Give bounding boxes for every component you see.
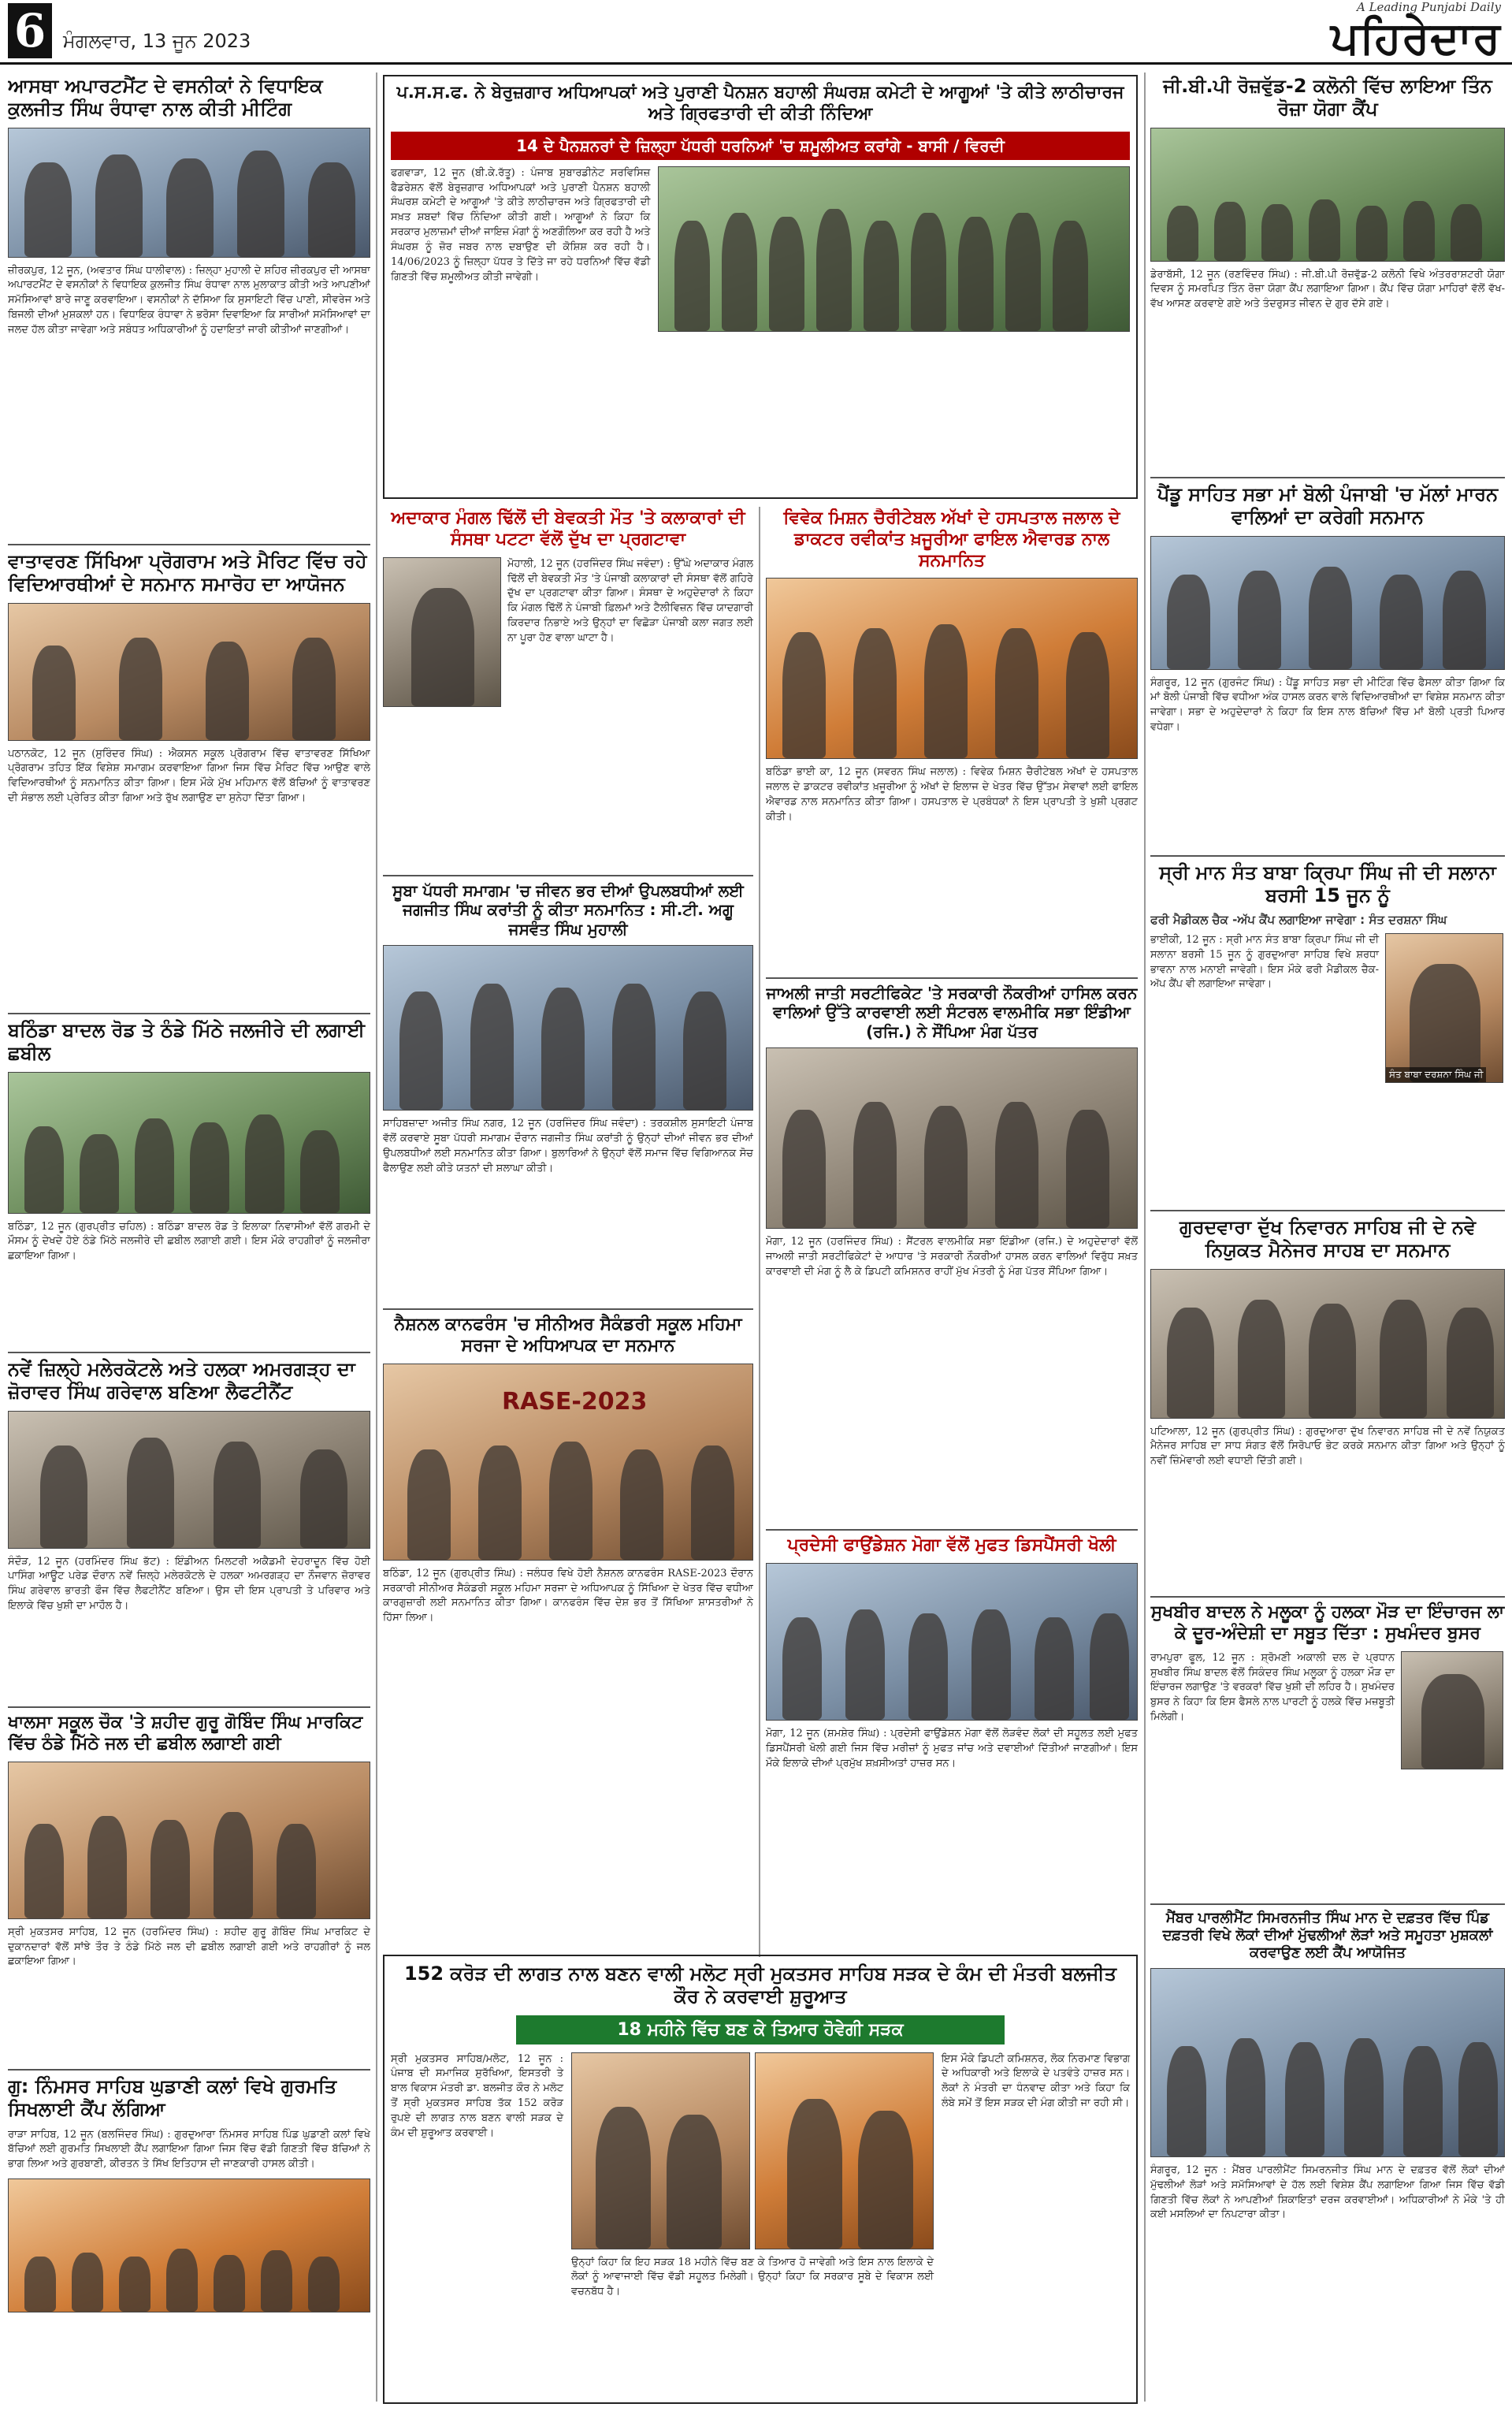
- article-body: ਸ੍ਰੀ ਮੁਕਤਸਰ ਸਾਹਿਬ, 12 ਜੂਨ (ਹਰਮਿੰਦਰ ਸਿੰਘ) : ਸ਼ਹੀਦ ਗੁਰੂ ਗੋਬਿੰਦ ਸਿੰਘ ਮਾਰਕਿਟ ਦੇ ਦੁਕਾਨਦਾਰਾਂ ਵੱਲੋਂ ਸਾਂਝੇ ਤੌਰ ਤੇ ਠੰਡੇ ਮਿੱਠੇ ਜਲ ਦੀ ਛਬੀਲ ਲਗਾਈ ਗਈ ਅਤੇ ਰਾਹਗੀਰਾਂ ਨੂੰ ਜਲ ਛਕਾਇਆ ਗਿਆ।: [8, 1925, 370, 1968]
- article-photo: [1150, 128, 1505, 262]
- article-body: ਮੋਗਾ, 12 ਜੂਨ (ਹਰਜਿੰਦਰ ਸਿੰਘ) : ਸੈਂਟਰਲ ਵਾਲਮੀਕਿ ਸਭਾ ਇੰਡੀਆ (ਰਜਿ.) ਦੇ ਅਹੁਦੇਦਾਰਾਂ ਵੱਲੋਂ ਜਾਅਲੀ ਜਾਤੀ ਸਰਟੀਫਿਕੇਟਾਂ ਦੇ ਆਧਾਰ 'ਤੇ ਸਰਕਾਰੀ ਨੌਕਰੀਆਂ ਹਾਸਲ ਕਰਨ ਵਾਲਿਆਂ ਵਿਰੁੱਧ ਸਖ਼ਤ ਕਾਰਵਾਈ ਦੀ ਮੰਗ ਨੂੰ ਲੈ ਕੇ ਡਿਪਟੀ ਕਮਿਸ਼ਨਰ ਰਾਹੀਂ ਮੁੱਖ ਮੰਤਰੀ ਨੂੰ ਮੰਗ ਪੱਤਰ ਸੌਂਪਿਆ ਗਿਆ।: [766, 1236, 1138, 1278]
- article-photo: [766, 1047, 1138, 1229]
- article-headline: ਪੈਂਡੂ ਸਾਹਿਤ ਸਭਾ ਮਾਂ ਬੋਲੀ ਪੰਜਾਬੀ 'ਚ ਮੱਲਾਂ ਮਾਰਨ ਵਾਲਿਆਂ ਦਾ ਕਰੇਗੀ ਸਨਮਾਨ: [1157, 483, 1499, 529]
- article-body: ਸਾਹਿਬਜ਼ਾਦਾ ਅਜੀਤ ਸਿੰਘ ਨਗਰ, 12 ਜੂਨ (ਹਰਜਿੰਦਰ ਸਿੰਘ ਜਵੰਦਾ) : ਤਰਕਸ਼ੀਲ ਸੁਸਾਇਟੀ ਪੰਜਾਬ ਵੱਲੋਂ ਕਰਵਾਏ ਸੂਬਾ ਪੱਧਰੀ ਸਮਾਗਮ ਦੌਰਾਨ ਜਗਜੀਤ ਸਿੰਘ ਕਰਾਂਤੀ ਨੂੰ ਉਨ੍ਹਾਂ ਦੀਆਂ ਜੀਵਨ ਭਰ ਦੀਆਂ ਉਪਲਬਧੀਆਂ ਲਈ ਸਨਮਾਨਿਤ ਕੀਤਾ ਗਿਆ। ਬੁਲਾਰਿਆਂ ਨੇ ਉਨ੍ਹਾਂ ਵੱਲੋਂ ਸਮਾਜ ਵਿੱਚ ਵਿਗਿਆਨਕ ਸੋਚ ਫੈਲਾਉਣ ਲਈ ਕੀਤੇ ਯਤਨਾਂ ਦੀ ਸ਼ਲਾਘਾ ਕੀਤੀ।: [383, 1118, 753, 1174]
- article-body: ਰਾਮਪੁਰਾ ਫੂਲ, 12 ਜੂਨ : ਸ਼੍ਰੋਮਣੀ ਅਕਾਲੀ ਦਲ ਦੇ ਪ੍ਰਧਾਨ ਸੁਖਬੀਰ ਸਿੰਘ ਬਾਦਲ ਵੱਲੋਂ ਸਿਕੰਦਰ ਸਿੰਘ ਮਲੂਕਾ ਨੂੰ ਹਲਕਾ ਮੌੜ ਦਾ ਇੰਚਾਰਜ ਲਗਾਉਣ 'ਤੇ ਵਰਕਰਾਂ ਵਿੱਚ ਖੁਸ਼ੀ ਦੀ ਲਹਿਰ ਹੈ। ਸੁਖਮੰਦਰ ਬੁਸਰ ਨੇ ਕਿਹਾ ਕਿ ਇਸ ਫੈਸਲੇ ਨਾਲ ਪਾਰਟੀ ਨੂੰ ਹਲਕੇ ਵਿੱਚ ਮਜ਼ਬੂਤੀ ਮਿਲੇਗੀ।: [1150, 1651, 1395, 1724]
- portrait-photo: [1385, 933, 1503, 1083]
- article-headline: ਸੁਖਬੀਰ ਬਾਦਲ ਨੇ ਮਲੂਕਾ ਨੂੰ ਹਲਕਾ ਮੌੜ ਦਾ ਇੰਚਾਰਜ ਲਾ ਕੇ ਦੂਰ-ਅੰਦੇਸ਼ੀ ਦਾ ਸਬੂਤ ਦਿੱਤਾ : ਸੁਖਮੰਦਰ ਬੁਸਰ: [1150, 1602, 1505, 1643]
- article-jagjit-krantee: [383, 875, 753, 1300]
- column-divider: [376, 73, 377, 2402]
- article-headline: ਮੈਂਬਰ ਪਾਰਲੀਮੈਂਟ ਸਿਮਰਨਜੀਤ ਸਿੰਘ ਮਾਨ ਦੇ ਦਫ਼ਤਰ ਵਿੱਚ ਪਿੰਡ ਦਫ਼ਤਰੀ ਵਿਖੇ ਲੋਕਾਂ ਦੀਆਂ ਮੁੱਢਲੀਆਂ ਲੋੜਾਂ ਅਤੇ ਸਮੂਹਤਾ ਮੁਸ਼ਕਲਾਂ ਕਰਵਾਉਣ ਲਈ ਕੈਂਪ ਆਯੋਜਿਤ: [1162, 1910, 1493, 1961]
- article-barsi: [1150, 855, 1505, 1202]
- article-body: ਮੋਹਾਲੀ, 12 ਜੂਨ (ਹਰਜਿੰਦਰ ਸਿੰਘ ਜਵੰਦਾ) : ਉੱਘੇ ਅਦਾਕਾਰ ਮੰਗਲ ਢਿੱਲੋਂ ਦੀ ਬੇਵਕਤੀ ਮੌਤ 'ਤੇ ਪੰਜਾਬੀ ਕਲਾਕਾਰਾਂ ਦੀ ਸੰਸਥਾ ਵੱਲੋਂ ਗਹਿਰੇ ਦੁੱਖ ਦਾ ਪ੍ਰਗਟਾਵਾ ਕੀਤਾ ਗਿਆ। ਸੰਸਥਾ ਦੇ ਅਹੁਦੇਦਾਰਾਂ ਨੇ ਕਿਹਾ ਕਿ ਮੰਗਲ ਢਿੱਲੋਂ ਨੇ ਪੰਜਾਬੀ ਫ਼ਿਲਮਾਂ ਅਤੇ ਟੈਲੀਵਿਜ਼ਨ ਵਿੱਚ ਯਾਦਗਾਰੀ ਕਿਰਦਾਰ ਨਿਭਾਏ ਅਤੇ ਉਨ੍ਹਾਂ ਦਾ ਵਿਛੋੜਾ ਪੰਜਾਬੀ ਕਲਾ ਜਗਤ ਲਈ ਨਾ ਪੂਰਾ ਹੋਣ ਵਾਲਾ ਘਾਟਾ ਹੈ।: [507, 557, 753, 644]
- dateline: ਮੰਗਲਵਾਰ, 13 ਜੂਨ 2023: [63, 30, 251, 52]
- article-body: ਪਟਿਆਲਾ, 12 ਜੂਨ (ਗੁਰਪ੍ਰੀਤ ਸਿੰਘ) : ਗੁਰਦੁਆਰਾ ਦੁੱਖ ਨਿਵਾਰਨ ਸਾਹਿਬ ਜੀ ਦੇ ਨਵੇਂ ਨਿਯੁਕਤ ਮੈਨੇਜਰ ਸਾਹਿਬ ਦਾ ਸਾਧ ਸੰਗਤ ਵੱਲੋਂ ਸਿਰੋਪਾਓ ਭੇਟ ਕਰਕੇ ਸਨਮਾਨ ਕੀਤਾ ਗਿਆ ਅਤੇ ਉਨ੍ਹਾਂ ਨੂੰ ਨਵੀਂ ਜ਼ਿੰਮੇਵਾਰੀ ਲਈ ਵਧਾਈ ਦਿੱਤੀ ਗਈ।: [1150, 1425, 1505, 1468]
- lead-photo: [658, 166, 1130, 332]
- article-environment-education: [8, 544, 370, 1001]
- article-valmiki-sabha: [766, 977, 1138, 1521]
- article-headline: ਗੁ: ਨਿੰਮਸਰ ਸਾਹਿਬ ਘੁਡਾਣੀ ਕਲਾਂ ਵਿਖੇ ਗੁਰਮਤਿ ਸਿਖਲਾਈ ਕੈਂਪ ਲੱਗਿਆ: [8, 2075, 337, 2121]
- brand-tagline: A Leading Punjabi Daily: [1356, 0, 1501, 14]
- article-headline: ਜੀ.ਬੀ.ਪੀ ਰੋਜ਼ਵੁੱਡ-2 ਕਲੋਨੀ ਵਿੱਚ ਲਾਇਆ ਤਿੰਨ ਰੋਜ਼ਾ ਯੋਗਾ ਕੈਂਪ: [1163, 75, 1492, 121]
- article-maluka-mour: [1150, 1596, 1505, 1896]
- article-photo: [383, 945, 753, 1111]
- article-headline: ਆਸਥਾ ਅਪਾਰਟਮੈਂਟ ਦੇ ਵਸਨੀਕਾਂ ਨੇ ਵਿਧਾਇਕ ਕੁਲਜੀਤ ਸਿੰਘ ਰੰਧਾਵਾ ਨਾਲ ਕੀਤੀ ਮੀਟਿੰਗ: [8, 75, 323, 121]
- article-headline: ਨਵੇਂ ਜ਼ਿਲ੍ਹੇ ਮਲੇਰਕੋਟਲੇ ਅਤੇ ਹਲਕਾ ਅਮਰਗੜ੍ਹ ਦਾ ਜ਼ੋਰਾਵਰ ਸਿੰਘ ਗਰੇਵਾਲ ਬਣਿਆ ਲੈਫਟੀਨੈਂਟ: [8, 1358, 355, 1404]
- article-body: ਬਠਿੰਡਾ ਭਾਈ ਕਾ, 12 ਜੂਨ (ਸਵਰਨ ਸਿੰਘ ਜਲਾਲ) : ਵਿਵੇਕ ਮਿਸ਼ਨ ਚੈਰੀਟੇਬਲ ਅੱਖਾਂ ਦੇ ਹਸਪਤਾਲ ਜਲਾਲ ਦੇ ਡਾਕਟਰ ਰਵੀਕਾਂਤ ਖ਼ਜੂਰੀਆ ਨੂੰ ਅੱਖਾਂ ਦੇ ਇਲਾਜ ਦੇ ਖੇਤਰ ਵਿੱਚ ਉੱਤਮ ਸੇਵਾਵਾਂ ਲਈ ਫਾਇਲ ਐਵਾਰਡ ਨਾਲ ਸਨਮਾਨਿਤ ਕੀਤਾ ਗਿਆ। ਹਸਪਤਾਲ ਦੇ ਪ੍ਰਬੰਧਕਾਂ ਨੇ ਇਸ ਪ੍ਰਾਪਤੀ ਤੇ ਖੁਸ਼ੀ ਪ੍ਰਗਟ ਕੀਤੀ।: [766, 766, 1138, 824]
- article-body: ਬਠਿੰਡਾ, 12 ਜੂਨ (ਗੁਰਪ੍ਰੀਤ ਸਿੰਘ) : ਜਲੰਧਰ ਵਿਖੇ ਹੋਈ ਨੈਸ਼ਨਲ ਕਾਨਫਰੰਸ RASE-2023 ਦੌਰਾਨ ਸਰਕਾਰੀ ਸੀਨੀਅਰ ਸੈਕੰਡਰੀ ਸਕੂਲ ਮਹਿਮਾ ਸਰਜਾ ਦੇ ਅਧਿਆਪਕ ਨੂੰ ਸਿੱਖਿਆ ਦੇ ਖੇਤਰ ਵਿੱਚ ਵਧੀਆ ਕਾਰਗੁਜ਼ਾਰੀ ਲਈ ਸਨਮਾਨਿਤ ਕੀਤਾ ਗਿਆ। ਕਾਨਫਰੰਸ ਵਿੱਚ ਦੇਸ਼ ਭਰ ਤੋਂ ਸਿੱਖਿਆ ਸ਼ਾਸਤਰੀਆਂ ਨੇ ਹਿੱਸਾ ਲਿਆ।: [383, 1567, 753, 1624]
- article-photo: [1150, 1269, 1505, 1419]
- article-photo: [755, 2052, 934, 2249]
- article-photo: [766, 1563, 1138, 1721]
- article-mangal-dhillon: [383, 508, 753, 867]
- article-body: ਰਾੜਾ ਸਾਹਿਬ, 12 ਜੂਨ (ਬਲਜਿੰਦਰ ਸਿੰਘ) : ਗੁਰਦੁਆਰਾ ਨਿੰਮਸਰ ਸਾਹਿਬ ਪਿੰਡ ਘੁਡਾਣੀ ਕਲਾਂ ਵਿਖੇ ਬੱਚਿਆਂ ਲਈ ਗੁਰਮਤਿ ਸਿਖਲਾਈ ਕੈਂਪ ਲਗਾਇਆ ਗਿਆ ਜਿਸ ਵਿੱਚ ਵੱਡੀ ਗਿਣਤੀ ਵਿੱਚ ਬੱਚਿਆਂ ਨੇ ਭਾਗ ਲਿਆ ਅਤੇ ਗੁਰਬਾਣੀ, ਕੀਰਤਨ ਤੇ ਸਿੱਖ ਇਤਿਹਾਸ ਦੀ ਜਾਣਕਾਰੀ ਹਾਸਲ ਕੀਤੀ।: [8, 2128, 370, 2171]
- article-photo: [8, 2178, 370, 2312]
- lead-headline: ਪ.ਸ.ਸ.ਫ. ਨੇ ਬੇਰੁਜ਼ਗਾਰ ਅਧਿਆਪਕਾਂ ਅਤੇ ਪੁਰਾਣੀ ਪੈਨਸ਼ਨ ਬਹਾਲੀ ਸੰਘਰਸ਼ ਕਮੇਟੀ ਦੇ ਆਗੂਆਂ 'ਤੇ ਕੀਤੇ ਲਾਠੀਚਾਰਜ ਅਤੇ ਗ੍ਰਿਫਤਾਰੀ ਦੀ ਕੀਤੀ ਨਿੰਦਿਆ: [396, 83, 1124, 124]
- lead-banner: 14 ਦੇ ਪੈਨਸ਼ਨਰਾਂ ਦੇ ਜ਼ਿਲ੍ਹਾ ਪੱਧਰੀ ਧਰਨਿਆਂ 'ਚ ਸ਼ਮੂਲੀਅਤ ਕਰਾਂਗੇ - ਬਾਸੀ / ਵਿਰਦੀ: [391, 132, 1130, 160]
- article-gurmat-camp: [8, 2069, 370, 2404]
- article-body: ਸੰਦੌੜ, 12 ਜੂਨ (ਹਰਮਿੰਦਰ ਸਿੰਘ ਭੱਟ) : ਇੰਡੀਅਨ ਮਿਲਟਰੀ ਅਕੈਡਮੀ ਦੇਹਰਾਦੂਨ ਵਿੱਚ ਹੋਈ ਪਾਸਿੰਗ ਆਊਟ ਪਰੇਡ ਦੌਰਾਨ ਨਵੇਂ ਜ਼ਿਲ੍ਹੇ ਮਲੇਰਕੋਟਲੇ ਦੇ ਹਲਕਾ ਅਮਰਗੜ੍ਹ ਦਾ ਨੌਜਵਾਨ ਜ਼ੋਰਾਵਰ ਸਿੰਘ ਗਰੇਵਾਲ ਭਾਰਤੀ ਫੌਜ ਵਿੱਚ ਲੈਫਟੀਨੈਂਟ ਬਣਿਆ। ਉਸ ਦੀ ਇਸ ਪ੍ਰਾਪਤੀ ਤੇ ਪਰਿਵਾਰ ਅਤੇ ਇਲਾਕੇ ਵਿੱਚ ਖੁਸ਼ੀ ਦਾ ਮਾਹੌਲ ਹੈ।: [8, 1555, 370, 1613]
- article-eye-hospital: [766, 508, 1138, 969]
- article-photo: [8, 1762, 370, 1919]
- article-subhead: ਫਰੀ ਮੈਡੀਕਲ ਚੈਕ -ਅੱਪ ਕੈਂਪ ਲਗਾਇਆ ਜਾਵੇਗਾ : ਸੰਤ ਦਰਸ਼ਨਾ ਸਿੰਘ: [1150, 912, 1447, 927]
- article-mp-camp: [1150, 1903, 1505, 2404]
- article-bathinda-chhabeel: [8, 1013, 370, 1344]
- portrait-photo: [1401, 1651, 1503, 1769]
- masthead: [0, 0, 1512, 65]
- column-divider: [1144, 73, 1146, 2402]
- article-photo: [383, 1364, 753, 1561]
- article-photo: [8, 128, 370, 258]
- article-headline: ਬਠਿੰਡਾ ਬਾਦਲ ਰੋਡ ਤੇ ਠੰਡੇ ਮਿੱਠੇ ਜਲਜੀਰੇ ਦੀ ਲਗਾਈ ਛਬੀਲ: [8, 1019, 366, 1065]
- article-headline: ਵਾਤਾਵਰਣ ਸਿੱਖਿਆ ਪ੍ਰੋਗਰਾਮ ਅਤੇ ਮੈਰਿਟ ਵਿੱਚ ਰਹੇ ਵਿਦਿਆਰਥੀਆਂ ਦੇ ਸਨਮਾਨ ਸਮਾਰੋਹ ਦਾ ਆਯੋਜਨ: [8, 550, 367, 596]
- article-headline: ਅਦਾਕਾਰ ਮੰਗਲ ਢਿੱਲੋਂ ਦੀ ਬੇਵਕਤੀ ਮੌਤ 'ਤੇ ਕਲਾਕਾਰਾਂ ਦੀ ਸੰਸਥਾ ਪਟਟਾ ਵੱਲੋਂ ਦੁੱਖ ਦਾ ਪ੍ਰਗਟਾਵਾ: [391, 508, 745, 549]
- article-headline: ਗੁਰਦਵਾਰਾ ਦੁੱਖ ਨਿਵਾਰਨ ਸਾਹਿਬ ਜੀ ਦੇ ਨਵੇ ਨਿਯੁਕਤ ਮੈਨੇਜਰ ਸਾਹਬ ਦਾ ਸਨਮਾਨ: [1180, 1216, 1476, 1262]
- portrait-photo: [383, 557, 501, 707]
- article-photo: [8, 603, 370, 741]
- photo-caption: ਸੰਤ ਬਾਬਾ ਦਰਸ਼ਨਾ ਸਿੰਘ ਜੀ: [1386, 1067, 1486, 1082]
- brand-logo: ਪਹਿਰੇਦਾਰ: [1330, 12, 1501, 64]
- article-headline: ਖਾਲਸਾ ਸਕੂਲ ਚੌਕ 'ਤੇ ਸ਼ਹੀਦ ਗੁਰੂ ਗੋਬਿੰਦ ਸਿੰਘ ਮਾਰਕਿਟ ਵਿੱਚ ਠੰਡੇ ਮਿੱਠੇ ਜਲ ਦੀ ਛਬੀਲ ਲਗਾਈ ਗਈ: [8, 1713, 363, 1754]
- article-pardesi-foundation: [766, 1529, 1138, 1947]
- article-photo: [766, 578, 1138, 759]
- page-number: 6: [8, 3, 52, 58]
- article-khalsa-school-chhabeel: [8, 1706, 370, 2061]
- article-body: ਸੰਗਰੂਰ, 12 ਜੂਨ : ਮੈਂਬਰ ਪਾਰਲੀਮੈਂਟ ਸਿਮਰਨਜੀਤ ਸਿੰਘ ਮਾਨ ਦੇ ਦਫ਼ਤਰ ਵੱਲੋਂ ਲੋਕਾਂ ਦੀਆਂ ਮੁੱਢਲੀਆਂ ਲੋੜਾਂ ਅਤੇ ਸਮੱਸਿਆਵਾਂ ਦੇ ਹੱਲ ਲਈ ਵਿਸ਼ੇਸ਼ ਕੈਂਪ ਲਗਾਇਆ ਗਿਆ ਜਿਸ ਵਿੱਚ ਵੱਡੀ ਗਿਣਤੀ ਵਿੱਚ ਲੋਕਾਂ ਨੇ ਆਪਣੀਆਂ ਸ਼ਿਕਾਇਤਾਂ ਦਰਜ ਕਰਵਾਈਆਂ। ਅਧਿਕਾਰੀਆਂ ਨੇ ਮੌਕੇ 'ਤੇ ਹੀ ਕਈ ਮਸਲਿਆਂ ਦਾ ਨਿਪਟਾਰਾ ਕੀਤਾ।: [1150, 2164, 1505, 2221]
- article-body: ਸ੍ਰੀ ਮੁਕਤਸਰ ਸਾਹਿਬ/ਮਲੋਟ, 12 ਜੂਨ : ਪੰਜਾਬ ਦੀ ਸਮਾਜਿਕ ਸੁਰੱਖਿਆ, ਇਸਤਰੀ ਤੇ ਬਾਲ ਵਿਕਾਸ ਮੰਤਰੀ ਡਾ. ਬਲਜੀਤ ਕੌਰ ਨੇ ਮਲੋਟ ਤੋਂ ਸ੍ਰੀ ਮੁਕਤਸਰ ਸਾਹਿਬ ਤੱਕ 152 ਕਰੋੜ ਰੁਪਏ ਦੀ ਲਾਗਤ ਨਾਲ ਬਣਨ ਵਾਲੀ ਸੜਕ ਦੇ ਕੰਮ ਦੀ ਸ਼ੁਰੂਆਤ ਕਰਵਾਈ।: [391, 2052, 564, 2139]
- article-sahit-sabha: [1150, 477, 1505, 847]
- article-body: ਸੰਗਰੂਰ, 12 ਜੂਨ (ਗੁਰਜੰਟ ਸਿੰਘ) : ਪੈਂਡੂ ਸਾਹਿਤ ਸਭਾ ਦੀ ਮੀਟਿੰਗ ਵਿੱਚ ਫੈਸਲਾ ਕੀਤਾ ਗਿਆ ਕਿ ਮਾਂ ਬੋਲੀ ਪੰਜਾਬੀ ਵਿੱਚ ਵਧੀਆ ਅੰਕ ਹਾਸਲ ਕਰਨ ਵਾਲੇ ਵਿਦਿਆਰਥੀਆਂ ਦਾ ਵਿਸ਼ੇਸ਼ ਸਨਮਾਨ ਕੀਤਾ ਜਾਵੇਗਾ। ਸਭਾ ਦੇ ਅਹੁਦੇਦਾਰਾਂ ਨੇ ਕਿਹਾ ਕਿ ਇਸ ਨਾਲ ਬੱਚਿਆਂ ਵਿੱਚ ਮਾਂ ਬੋਲੀ ਪ੍ਰਤੀ ਪਿਆਰ ਵਧੇਗਾ।: [1150, 676, 1505, 734]
- article-malot-road: [383, 1955, 1138, 2404]
- conference-banner: RASE-2023: [502, 1387, 648, 1416]
- article-headline: ਜਾਅਲੀ ਜਾਤੀ ਸਰਟੀਫਿਕੇਟ 'ਤੇ ਸਰਕਾਰੀ ਨੌਕਰੀਆਂ ਹਾਸਿਲ ਕਰਨ ਵਾਲਿਆਂ ਉੱਤੇ ਕਾਰਵਾਈ ਲਈ ਸੰਟਰਲ ਵਾਲਮੀਕਿ ਸਭਾ ਇੰਡੀਆ (ਰਜਿ.) ਨੇ ਸੌਂਪਿਆ ਮੰਗ ਪੱਤਰ: [766, 984, 1138, 1041]
- article-pssf-lead: [383, 75, 1138, 499]
- article-photo: [8, 1072, 370, 1214]
- article-body: ਭਾਈਕੀ, 12 ਜੂਨ : ਸ੍ਰੀ ਮਾਨ ਸੰਤ ਬਾਬਾ ਕ੍ਰਿਪਾ ਸਿੰਘ ਜੀ ਦੀ ਸਲਾਨਾ ਬਰਸੀ 15 ਜੂਨ ਨੂੰ ਗੁਰਦੁਆਰਾ ਸਾਹਿਬ ਵਿਖੇ ਸ਼ਰਧਾ ਭਾਵਨਾ ਨਾਲ ਮਨਾਈ ਜਾਵੇਗੀ। ਇਸ ਮੌਕੇ ਫਰੀ ਮੈਡੀਕਲ ਚੈਕ-ਅੱਪ ਕੈਂਪ ਵੀ ਲਗਾਇਆ ਜਾਵੇਗਾ।: [1150, 933, 1379, 991]
- article-body: ਮੋਗਾ, 12 ਜੂਨ (ਸ਼ਮਸ਼ੇਰ ਸਿੰਘ) : ਪ੍ਰਦੇਸੀ ਫਾਉਂਡੇਸ਼ਨ ਮੋਗਾ ਵੱਲੋਂ ਲੋੜਵੰਦ ਲੋਕਾਂ ਦੀ ਸਹੂਲਤ ਲਈ ਮੁਫਤ ਡਿਸਪੈਂਸਰੀ ਖੋਲੀ ਗਈ ਜਿਸ ਵਿੱਚ ਮਰੀਜ਼ਾਂ ਨੂੰ ਮੁਫਤ ਜਾਂਚ ਅਤੇ ਦਵਾਈਆਂ ਦਿੱਤੀਆਂ ਜਾਣਗੀਆਂ। ਇਸ ਮੌਕੇ ਇਲਾਕੇ ਦੀਆਂ ਪ੍ਰਮੁੱਖ ਸ਼ਖ਼ਸੀਅਤਾਂ ਹਾਜ਼ਰ ਸਨ।: [766, 1727, 1138, 1769]
- article-photo: [1150, 1968, 1505, 2157]
- article-headline: ਵਿਵੇਕ ਮਿਸ਼ਨ ਚੈਰੀਟੇਬਲ ਅੱਖਾਂ ਦੇ ਹਸਪਤਾਲ ਜਲਾਲ ਦੇ ਡਾਕਟਰ ਰਵੀਕਾਂਤ ਖ਼ਜੂਰੀਆ ਫਾਇਲ ਐਵਾਰਡ ਨਾਲ ਸਨਮਾਨਿਤ: [783, 508, 1120, 571]
- article-yoga-camp: [1150, 75, 1505, 469]
- article-gurdwara-manager: [1150, 1210, 1505, 1588]
- article-lieutenant: [8, 1352, 370, 1698]
- article-photo: [8, 1411, 370, 1549]
- article-headline: ਨੈਸ਼ਨਲ ਕਾਨਫਰੰਸ 'ਚ ਸੀਨੀਅਰ ਸੈਕੰਡਰੀ ਸਕੂਲ ਮਹਿਮਾ ਸਰਜਾ ਦੇ ਅਧਿਆਪਕ ਦਾ ਸਨਮਾਨ: [394, 1315, 742, 1356]
- article-body: ਬਠਿੰਡਾ, 12 ਜੂਨ (ਗੁਰਪ੍ਰੀਤ ਚਹਿਲ) : ਬਠਿੰਡਾ ਬਾਦਲ ਰੋਡ ਤੇ ਇਲਾਕਾ ਨਿਵਾਸੀਆਂ ਵੱਲੋਂ ਗਰਮੀ ਦੇ ਮੌਸਮ ਨੂੰ ਦੇਖਦੇ ਹੋਏ ਠੰਡੇ ਮਿੱਠੇ ਜਲਜੀਰੇ ਦੀ ਛਬੀਲ ਲਗਾਈ ਗਈ। ਇਸ ਮੌਕੇ ਰਾਹਗੀਰਾਂ ਨੂੰ ਜਲਜੀਰਾ ਛਕਾਇਆ ਗਿਆ।: [8, 1220, 370, 1263]
- article-headline: ਪ੍ਰਦੇਸੀ ਫਾਉਂਡੇਸ਼ਨ ਮੋਗਾ ਵੱਲੋਂ ਮੁਫਤ ਡਿਸਪੈਂਸਰੀ ਖੋਲੀ: [787, 1535, 1116, 1555]
- article-photo: [1150, 536, 1505, 670]
- article-national-conference: [383, 1308, 753, 1947]
- article-body: ਜ਼ੀਰਕਪੁਰ, 12 ਜੂਨ, (ਅਵਤਾਰ ਸਿੰਘ ਧਾਲੀਵਾਲ) : ਜ਼ਿਲ੍ਹਾ ਮੁਹਾਲੀ ਦੇ ਸ਼ਹਿਰ ਜ਼ੀਰਕਪੁਰ ਦੀ ਆਸਥਾ ਅਪਾਰਟਮੈਂਟ ਦੇ ਵਸਨੀਕਾਂ ਨੇ ਵਿਧਾਇਕ ਕੁਲਜੀਤ ਸਿੰਘ ਰੰਧਾਵਾ ਨਾਲ ਮੁਲਾਕਾਤ ਕੀਤੀ ਅਤੇ ਆਪਣੀਆਂ ਸਮੱਸਿਆਵਾਂ ਬਾਰੇ ਜਾਣੂ ਕਰਵਾਇਆ। ਵਸਨੀਕਾਂ ਨੇ ਦੱਸਿਆ ਕਿ ਸੁਸਾਇਟੀ ਵਿੱਚ ਪਾਣੀ, ਸੀਵਰੇਜ ਅਤੇ ਬਿਜਲੀ ਦੀਆਂ ਮੁਸ਼ਕਲਾਂ ਹਨ। ਵਿਧਾਇਕ ਰੰਧਾਵਾ ਨੇ ਭਰੋਸਾ ਦਿਵਾਇਆ ਕਿ ਸਾਰੀਆਂ ਸਮੱਸਿਆਵਾਂ ਦਾ ਜਲਦ ਹੱਲ ਕੀਤਾ ਜਾਵੇਗਾ ਅਤੇ ਸਬੰਧਤ ਅਧਿਕਾਰੀਆਂ ਨੂੰ ਹਦਾਇਤਾਂ ਜਾਰੀ ਕੀਤੀਆਂ ਜਾਣਗੀਆਂ।: [8, 264, 370, 336]
- column-divider: [759, 507, 760, 1957]
- article-headline: ਸੂਬਾ ਪੱਧਰੀ ਸਮਾਗਮ 'ਚ ਜੀਵਨ ਭਰ ਦੀਆਂ ਉਪਲਬਧੀਆਂ ਲਈ ਜਗਜੀਤ ਸਿੰਘ ਕਰਾਂਤੀ ਨੂੰ ਕੀਤਾ ਸਨਮਾਨਿਤ : ਸੀ.ਟੀ. ਅਗੂ ਜਸਵੰਤ ਸਿੰਘ ਮੁਹਾਲੀ: [392, 881, 744, 939]
- article-headline: 152 ਕਰੋੜ ਦੀ ਲਾਗਤ ਨਾਲ ਬਣਨ ਵਾਲੀ ਮਲੋਟ ਸ੍ਰੀ ਮੁਕਤਸਰ ਸਾਹਿਬ ਸੜਕ ਦੇ ਕੰਮ ਦੀ ਮੰਤਰੀ ਬਲਜੀਤ ਕੌਰ ਨੇ ਕਰਵਾਈ ਸ਼ੁਰੂਆਤ: [403, 1963, 1117, 2008]
- article-photo: [571, 2052, 750, 2249]
- article-headline: ਸ੍ਰੀ ਮਾਨ ਸੰਤ ਬਾਬਾ ਕ੍ਰਿਪਾ ਸਿੰਘ ਜੀ ਦੀ ਸਲਾਨਾ ਬਰਸੀ 15 ਜੂਨ ਨੂੰ: [1159, 861, 1496, 907]
- article-astha-apartment: [8, 75, 370, 532]
- article-banner: 18 ਮਹੀਨੇ ਵਿੱਚ ਬਣ ਕੇ ਤਿਆਰ ਹੋਵੇਗੀ ਸੜਕ: [516, 2015, 1005, 2045]
- article-body: ਪਠਾਨਕੋਟ, 12 ਜੂਨ (ਸੁਰਿੰਦਰ ਸਿੰਘ) : ਐਕਸਨ ਸਕੂਲ ਪ੍ਰੋਗਰਾਮ ਵਿੱਚ ਵਾਤਾਵਰਣ ਸਿੱਖਿਆ ਪ੍ਰੋਗਰਾਮ ਤਹਿਤ ਇੱਕ ਵਿਸ਼ੇਸ਼ ਸਮਾਗਮ ਕਰਵਾਇਆ ਗਿਆ ਜਿਸ ਵਿੱਚ ਮੈਰਿਟ ਵਿੱਚ ਆਉਣ ਵਾਲੇ ਵਿਦਿਆਰਥੀਆਂ ਨੂੰ ਸਨਮਾਨਿਤ ਕੀਤਾ ਗਿਆ। ਇਸ ਮੌਕੇ ਮੁੱਖ ਮਹਿਮਾਨ ਵੱਲੋਂ ਬੱਚਿਆਂ ਨੂੰ ਵਾਤਾਵਰਣ ਦੀ ਸੰਭਾਲ ਲਈ ਪ੍ਰੇਰਿਤ ਕੀਤਾ ਗਿਆ ਅਤੇ ਰੁੱਖ ਲਗਾਉਣ ਦਾ ਸੁਨੇਹਾ ਦਿੱਤਾ ਗਿਆ।: [8, 747, 370, 805]
- article-body: ਡੇਰਾਬੱਸੀ, 12 ਜੂਨ (ਰਣਵਿੰਦਰ ਸਿੰਘ) : ਜੀ.ਬੀ.ਪੀ ਰੋਜ਼ਵੁੱਡ-2 ਕਲੋਨੀ ਵਿਖੇ ਅੰਤਰਰਾਸ਼ਟਰੀ ਯੋਗਾ ਦਿਵਸ ਨੂੰ ਸਮਰਪਿਤ ਤਿੰਨ ਰੋਜ਼ਾ ਯੋਗਾ ਕੈਂਪ ਲਗਾਇਆ ਗਿਆ। ਕੈਂਪ ਵਿੱਚ ਯੋਗਾ ਮਾਹਿਰਾਂ ਵੱਲੋਂ ਵੱਖ-ਵੱਖ ਆਸਣ ਕਰਵਾਏ ਗਏ ਅਤੇ ਤੰਦਰੁਸਤ ਜੀਵਨ ਦੇ ਗੁਰ ਦੱਸੇ ਗਏ।: [1150, 268, 1505, 311]
- article-body: ਉਨ੍ਹਾਂ ਕਿਹਾ ਕਿ ਇਹ ਸੜਕ 18 ਮਹੀਨੇ ਵਿੱਚ ਬਣ ਕੇ ਤਿਆਰ ਹੋ ਜਾਵੇਗੀ ਅਤੇ ਇਸ ਨਾਲ ਇਲਾਕੇ ਦੇ ਲੋਕਾਂ ਨੂੰ ਆਵਾਜਾਈ ਵਿੱਚ ਵੱਡੀ ਸਹੂਲਤ ਮਿਲੇਗੀ। ਉਨ੍ਹਾਂ ਕਿਹਾ ਕਿ ਸਰਕਾਰ ਸੂਬੇ ਦੇ ਵਿਕਾਸ ਲਈ ਵਚਨਬੱਧ ਹੈ।: [571, 2256, 934, 2298]
- article-body: ਇਸ ਮੌਕੇ ਡਿਪਟੀ ਕਮਿਸ਼ਨਰ, ਲੋਕ ਨਿਰਮਾਣ ਵਿਭਾਗ ਦੇ ਅਧਿਕਾਰੀ ਅਤੇ ਇਲਾਕੇ ਦੇ ਪਤਵੰਤੇ ਹਾਜ਼ਰ ਸਨ। ਲੋਕਾਂ ਨੇ ਮੰਤਰੀ ਦਾ ਧੰਨਵਾਦ ਕੀਤਾ ਅਤੇ ਕਿਹਾ ਕਿ ਲੰਬੇ ਸਮੇਂ ਤੋਂ ਇਸ ਸੜਕ ਦੀ ਮੰਗ ਕੀਤੀ ਜਾ ਰਹੀ ਸੀ।: [942, 2052, 1130, 2110]
- brand: [1330, 0, 1501, 64]
- lead-body: ਫਗਵਾੜਾ, 12 ਜੂਨ (ਬੀ.ਕੇ.ਰੱਤੂ) : ਪੰਜਾਬ ਸੁਬਾਰਡੀਨੇਟ ਸਰਵਿਸਿਜ਼ ਫੈਡਰੇਸ਼ਨ ਵੱਲੋਂ ਬੇਰੁਜ਼ਗਾਰ ਅਧਿਆਪਕਾਂ ਅਤੇ ਪੁਰਾਣੀ ਪੈਨਸ਼ਨ ਬਹਾਲੀ ਸੰਘਰਸ਼ ਕਮੇਟੀ ਦੇ ਆਗੂਆਂ 'ਤੇ ਕੀਤੇ ਲਾਠੀਚਾਰਜ ਅਤੇ ਗ੍ਰਿਫਤਾਰੀ ਦੀ ਸਖ਼ਤ ਸ਼ਬਦਾਂ ਵਿੱਚ ਨਿੰਦਿਆ ਕੀਤੀ ਗਈ। ਆਗੂਆਂ ਨੇ ਕਿਹਾ ਕਿ ਸਰਕਾਰ ਮੁਲਾਜ਼ਮਾਂ ਦੀਆਂ ਜਾਇਜ਼ ਮੰਗਾਂ ਨੂੰ ਅਣਗੌਲਿਆ ਕਰ ਰਹੀ ਹੈ ਅਤੇ ਸੰਘਰਸ਼ ਨੂੰ ਜ਼ੋਰ ਜਬਰ ਨਾਲ ਦਬਾਉਣ ਦੀ ਕੋਸ਼ਿਸ਼ ਕਰ ਰਹੀ ਹੈ। 14/06/2023 ਨੂੰ ਜ਼ਿਲ੍ਹਾ ਪੱਧਰ ਤੇ ਦਿੱਤੇ ਜਾ ਰਹੇ ਧਰਨਿਆਂ ਵਿੱਚ ਵੱਡੀ ਗਿਣਤੀ ਵਿੱਚ ਸ਼ਮੂਲੀਅਤ ਕੀਤੀ ਜਾਵੇਗੀ।: [391, 166, 651, 283]
